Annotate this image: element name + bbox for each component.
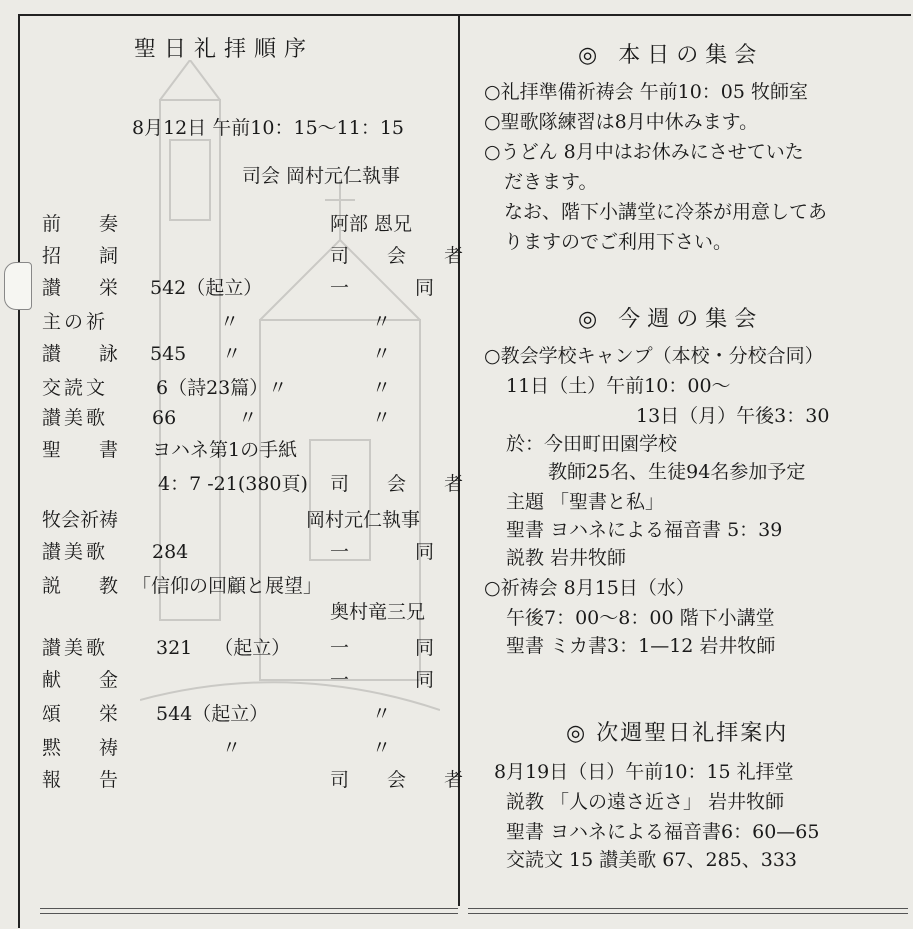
today-line: なお、階下小講堂に冷茶が用意してあ: [504, 201, 828, 223]
order-right: 〃: [372, 311, 392, 333]
next-week-line: 交読文 15 讃美歌 67、285、333: [506, 849, 798, 871]
week-line: 説教 岩井牧師: [506, 547, 627, 569]
order-label: 牧会祈祷: [42, 509, 119, 531]
today-line: だきます。: [504, 171, 598, 193]
order-right: 〃: [372, 377, 392, 399]
week-line: ○教会学校キャンプ（本校・分校合同）: [484, 345, 824, 367]
order-right: 岡村元仁執事: [306, 509, 421, 531]
order-label: 讃美歌: [42, 637, 109, 659]
order-mid: 6（詩23篇）〃: [156, 377, 288, 399]
order-label: 報 告: [42, 769, 135, 791]
next-week-line: 説教 「人の遠さ近さ」 岩井牧師: [506, 791, 785, 813]
today-heading: ◎ 本日の集会: [578, 43, 764, 68]
week-heading: ◎ 今週の集会: [578, 307, 764, 332]
bottom-rule-right: [468, 908, 908, 914]
order-right: 阿部 恩兄: [330, 213, 413, 235]
left-title: 聖日礼拝順序: [134, 37, 315, 62]
order-label: 主の祈: [42, 311, 109, 333]
order-label: 招 詞: [42, 245, 135, 267]
week-line: 11日（土）午前10：00〜: [506, 375, 731, 397]
order-label: 讃美歌: [42, 407, 109, 429]
order-right: 〃: [372, 737, 392, 759]
order-right: 司 会 者: [330, 245, 480, 267]
order-right: 〃: [372, 407, 392, 429]
order-mid: ヨハネ第1の手紙: [152, 439, 298, 461]
week-line: 聖書 ヨハネによる福音書 5：39: [506, 519, 783, 541]
order-right: 一 同: [330, 541, 435, 563]
service-presider: 司会 岡村元仁執事: [242, 165, 401, 187]
order-label: 頌 栄: [42, 703, 135, 725]
order-mid: 284: [152, 541, 189, 563]
order-label: 説 教: [42, 575, 135, 597]
order-right: 〃: [372, 703, 392, 725]
order-mid: 542（起立）: [150, 277, 263, 299]
today-line: ○うどん 8月中はお休みにさせていた: [484, 141, 804, 163]
order-right: 司 会 者: [330, 473, 480, 495]
service-date: 8月12日 午前10：15〜11：15: [132, 117, 405, 139]
week-line: 聖書 ミカ書3：1—12 岩井牧師: [506, 635, 776, 657]
order-label: 讃美歌: [42, 541, 109, 563]
order-right: 一 同: [330, 669, 435, 691]
order-label: 黙 祷: [42, 737, 135, 759]
order-right: 一 同: [330, 277, 435, 299]
order-mid: 66 〃: [152, 407, 258, 429]
binder-clip: [4, 262, 32, 310]
order-mid: 544（起立）: [156, 703, 269, 725]
order-label: 献 金: [42, 669, 135, 691]
order-mid: 「信仰の回顧と展望」: [132, 575, 323, 597]
bottom-rule-left: [40, 908, 458, 914]
week-line: 於：今田町田園学校: [506, 433, 678, 455]
week-line: ○祈祷会 8月15日（水）: [484, 577, 695, 599]
week-line: 午後7：00〜8：00 階下小講堂: [506, 607, 775, 629]
next-week-heading: ◎ 次週聖日礼拝案内: [566, 721, 789, 746]
order-label: 讃 栄: [42, 277, 135, 299]
today-line: りますのでご利用下さい。: [504, 231, 733, 253]
order-right: 〃: [372, 343, 392, 365]
order-right: 司 会 者: [330, 769, 480, 791]
order-mid: 321 （起立）: [156, 637, 291, 659]
order-label: 讃 詠: [42, 343, 135, 365]
order-label: 前 奏: [42, 213, 135, 235]
order-mid: 〃: [222, 737, 242, 759]
week-line: 主題 「聖書と私」: [506, 491, 665, 513]
order-mid: 〃: [220, 311, 240, 333]
order-label: 交読文: [42, 377, 109, 399]
today-line: ○礼拝準備祈祷会 午前10：05 牧師室: [484, 81, 809, 103]
order-label: 聖 書: [42, 439, 135, 461]
next-week-line: 聖書 ヨハネによる福音書6：60—65: [506, 821, 820, 843]
today-line: ○聖歌隊練習は8月中休みます。: [484, 111, 759, 133]
order-mid: 545 〃: [150, 343, 242, 365]
order-mid: 4：7 -21(380頁): [158, 473, 308, 495]
order-right: 奥村竜三兄: [330, 601, 426, 623]
week-line: 教師25名、生徒94名参加予定: [548, 461, 806, 483]
next-week-line: 8月19日（日）午前10：15 礼拝堂: [494, 761, 794, 783]
week-line: 13日（月）午後3：30: [636, 405, 830, 427]
order-right: 一 同: [330, 637, 435, 659]
